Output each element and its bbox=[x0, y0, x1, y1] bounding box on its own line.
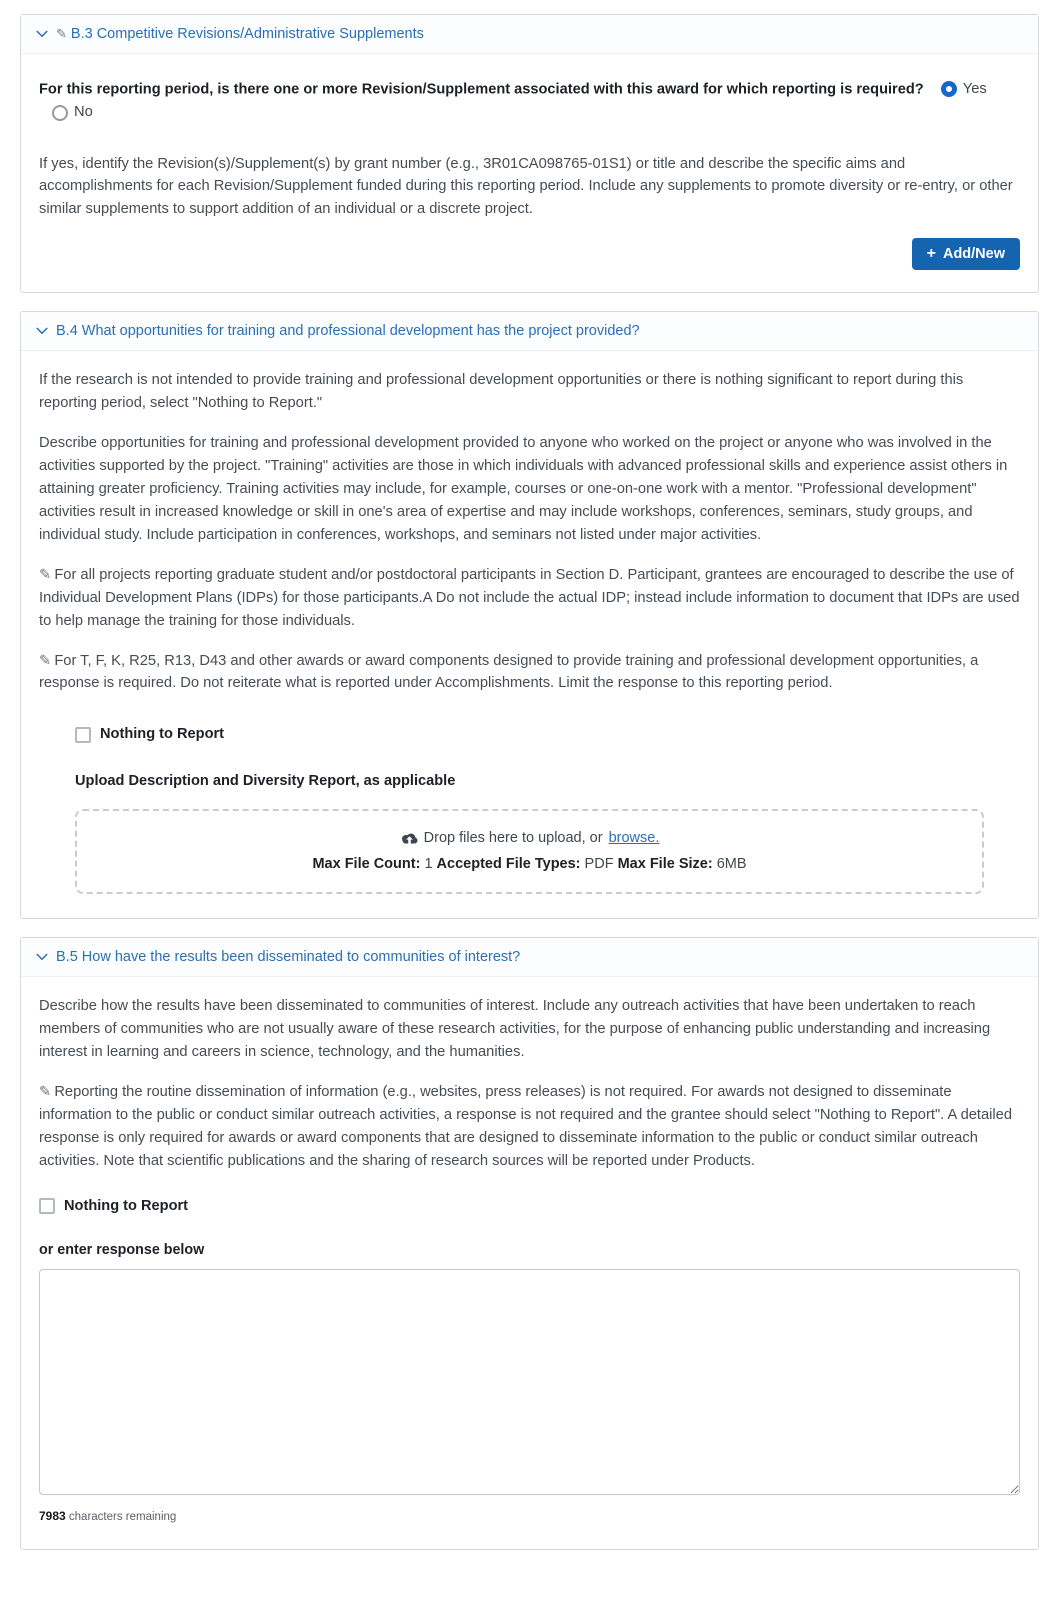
max-file-size-label: Max File Size: bbox=[617, 855, 713, 872]
pencil-icon: ✎ bbox=[39, 566, 52, 583]
b5-note-1-text: Reporting the routine dissemination of information (e.g., websites, press releases) is not required. For awards not designed to disseminate information to the public or conduct similar outreach activities, a response is not required and the grantee should select "Nothing to Report". A detailed response is only required for awards or award components that are designed to disseminate information to the public or conduct similar outreach activities. Note that scientific publications and the sharing of research sources will be reported under Products. bbox=[39, 1083, 1013, 1169]
section-b3-body bbox=[21, 54, 1038, 292]
add-new-button-label: Add/New bbox=[942, 246, 1005, 263]
max-file-count-label: Max File Count: bbox=[312, 855, 421, 872]
accepted-types-value: PDF bbox=[584, 855, 614, 872]
radio-selected-icon bbox=[941, 81, 957, 97]
file-dropzone[interactable] bbox=[75, 809, 984, 894]
b4-nothing-to-report-label: Nothing to Report bbox=[100, 726, 225, 743]
b4-note-2-text: For T, F, K, R25, R13, D43 and other awards or award components designed to provide training and professional development opportunities, a response is required. Do not reiterate what is reported under Accomplishments. Limit the response to this reporting period. bbox=[39, 652, 979, 692]
radio-no-label: No bbox=[74, 104, 93, 121]
section-b5 bbox=[20, 937, 1039, 1549]
b3-radio-no[interactable] bbox=[52, 101, 93, 124]
b3-radio-yes[interactable] bbox=[941, 78, 987, 101]
dropzone-instruction bbox=[87, 827, 972, 850]
section-b4-header[interactable] bbox=[21, 312, 1038, 351]
radio-unselected-icon bbox=[52, 105, 68, 121]
section-b4-title: B.4 What opportunities for training and professional development has the project provided? bbox=[56, 323, 640, 340]
add-new-button[interactable] bbox=[912, 238, 1020, 270]
b4-upload-label: Upload Description and Diversity Report, as applicable bbox=[75, 773, 456, 790]
chevron-down-icon bbox=[35, 950, 49, 964]
b4-note-1 bbox=[39, 564, 1020, 633]
b5-nothing-to-report-checkbox[interactable] bbox=[39, 1195, 1020, 1218]
b4-nothing-to-report-checkbox[interactable] bbox=[75, 723, 1020, 746]
plus-icon: + bbox=[926, 245, 936, 263]
characters-remaining bbox=[39, 1507, 1020, 1527]
section-b4 bbox=[20, 311, 1039, 919]
cloud-upload-icon bbox=[400, 832, 418, 846]
radio-yes-label: Yes bbox=[962, 81, 987, 97]
section-b3 bbox=[20, 14, 1039, 293]
characters-remaining-text: characters remaining bbox=[68, 1510, 177, 1523]
section-b3-title: B.3 Competitive Revisions/Administrative Supplements bbox=[70, 26, 424, 42]
section-b5-body bbox=[21, 977, 1038, 1548]
checkbox-unchecked-icon bbox=[75, 727, 91, 743]
b5-nothing-to-report-label: Nothing to Report bbox=[64, 1197, 189, 1214]
pencil-icon: ✎ bbox=[56, 26, 67, 41]
pencil-icon: ✎ bbox=[39, 1083, 52, 1100]
section-b5-title: B.5 How have the results been disseminated to communities of interest? bbox=[56, 949, 521, 966]
browse-link[interactable]: browse. bbox=[608, 829, 660, 846]
section-b4-body bbox=[21, 351, 1038, 918]
chevron-down-icon bbox=[35, 324, 49, 338]
b5-note-1 bbox=[39, 1081, 1020, 1173]
b4-paragraph-1: If the research is not intended to provide training and professional development opportunities or there is nothing significant to report during this reporting period, select "Nothing to Report." bbox=[39, 372, 964, 412]
checkbox-unchecked-icon bbox=[39, 1198, 55, 1214]
b4-note-2 bbox=[39, 650, 1020, 696]
characters-remaining-count: 7983 bbox=[39, 1508, 66, 1523]
b5-paragraph-1: Describe how the results have been disseminated to communities of interest. Include any outreach activities that have been undertaken to reach members of communities who are not usually aware of these research activities, for the purpose of enhancing public understanding and increasing interest in learning and careers in science, technology, and the humanities. bbox=[39, 998, 991, 1060]
b3-button-row bbox=[39, 238, 1020, 270]
max-file-count-value: 1 bbox=[424, 855, 433, 872]
section-b3-header[interactable] bbox=[21, 15, 1038, 54]
b4-note-1-text: For all projects reporting graduate student and/or postdoctoral participants in Section D. Participant, grantees are encouraged to describe the use of Individual Development Plans (IDPs) for those participants.A Do not include the actual IDP; instead include information to document that IDPs are used to help manage the training for those individuals. bbox=[39, 566, 1020, 629]
dropzone-text: Drop files here to upload, or bbox=[423, 829, 603, 846]
b3-instructions: If yes, identify the Revision(s)/Supplement(s) by grant number (e.g., 3R01CA098765-01S1) or title and describe the specific aims and accomplishments for each Revision/Supplement funded during this reporting period. Include any supplements to promote diversity or re-entry, or other similar supplements to support addition of an individual or a discrete project. bbox=[39, 155, 1013, 218]
dropzone-constraints bbox=[87, 853, 972, 876]
section-b5-header[interactable] bbox=[21, 938, 1038, 977]
b5-response-label: or enter response below bbox=[39, 1242, 205, 1259]
b5-response-textarea[interactable] bbox=[39, 1269, 1020, 1495]
max-file-size-value: 6MB bbox=[716, 855, 747, 872]
chevron-down-icon bbox=[35, 27, 49, 41]
b4-paragraph-2: Describe opportunities for training and professional development provided to anyone who worked on the project or anyone who was involved in the activities supported by the project. "Training" activities are those in which individuals with advanced professional skills and experience assist others in attaining greater proficiency. Training activities may include, for example, courses or one-on-one work with a mentor. "Professional development" activities result in increased knowledge or skill in one's area of expertise and may include workshops, conferences, seminars, study groups, and individual study. Include participation in conferences, workshops, and seminars not listed under major activities. bbox=[39, 435, 1008, 543]
pencil-icon: ✎ bbox=[39, 652, 52, 669]
accepted-types-label: Accepted File Types: bbox=[436, 855, 581, 872]
b3-question: For this reporting period, is there one or more Revision/Supplement associated with this award for which reporting is required? bbox=[39, 81, 924, 98]
b3-question-row bbox=[39, 78, 1020, 125]
